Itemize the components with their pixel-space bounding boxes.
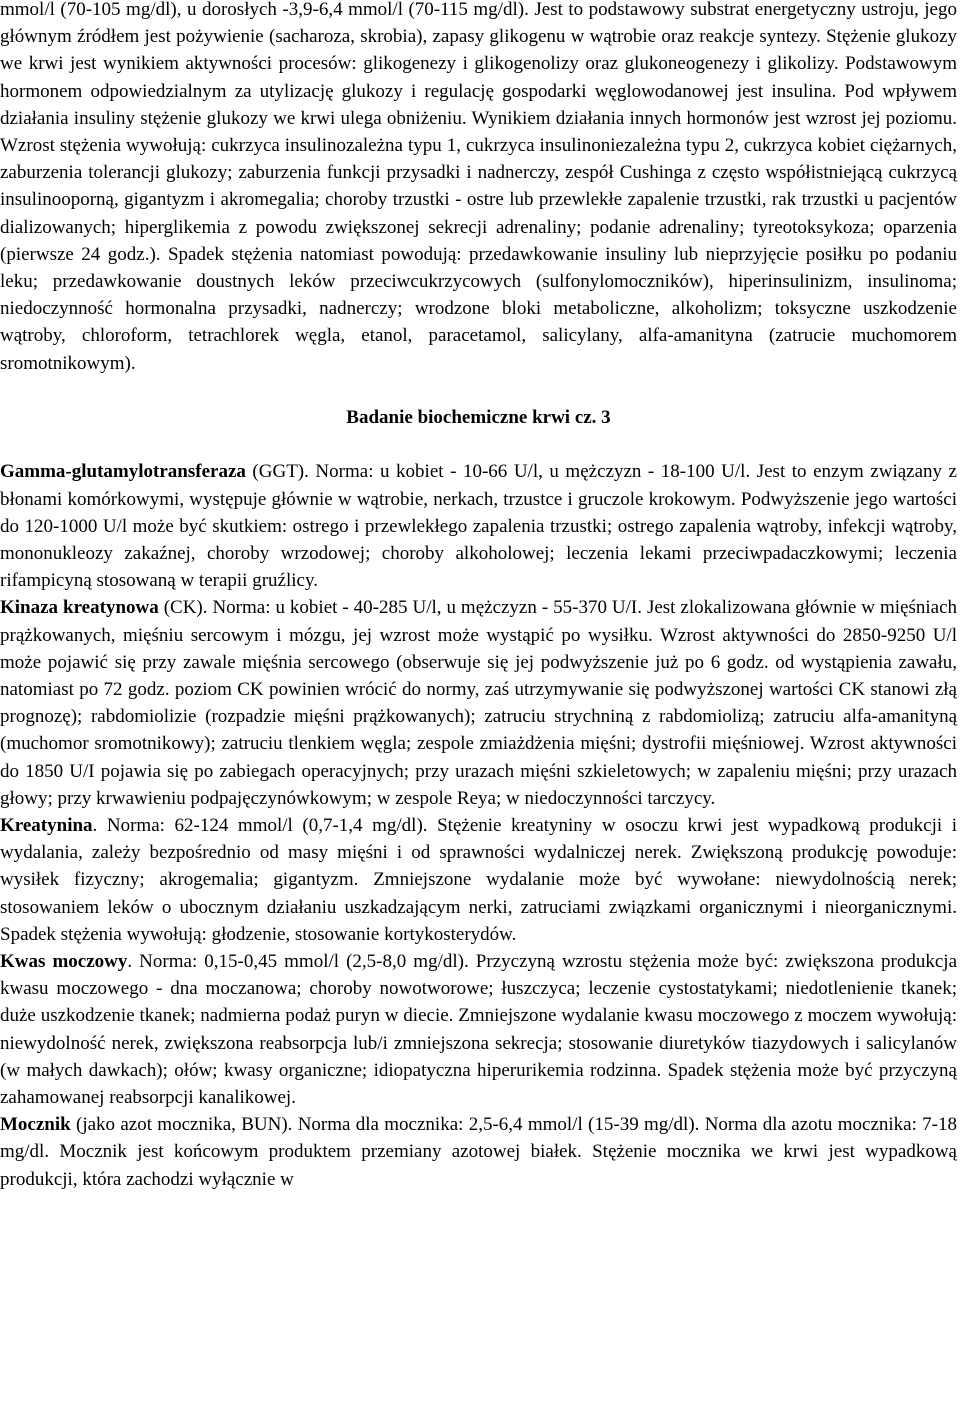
ck-term: Kinaza kreatynowa bbox=[0, 597, 159, 619]
creatinine-term: Kreatynina bbox=[0, 815, 93, 837]
urea-term: Mocznik bbox=[0, 1114, 71, 1136]
urea-text: (jako azot mocznika, BUN). Norma dla mocznika: 2,5-6,4 mmol/l (15-39 mg/dl). Norma dla azotu mocznika: 7-18 mg/dl. Mocznik jest końcowym produktem przemiany azotowej białek. Stężenie mocznika we krwi jest wypadkową produkcji, która zachodzi wyłącznie w bbox=[0, 1114, 957, 1190]
uric-acid-text: . Norma: 0,15-0,45 mmol/l (2,5-8,0 mg/dl). Przyczyną wzrostu stężenia może być: zwiększona produkcja kwasu moczowego - dna moczanowa; choroby nowotworowe; łuszczyca; leczenie cystostatykami; niedotlenienie tkanek; duże uszkodzenie tkanek; nadmierna podaż puryn w diecie. Zmniejszone wydalanie kwasu moczowego z moczem wywołują: niewydolność nerek, zwiększona reabsorpcja lub/i zmniejszona sekrecja; stosowanie diuretyków tiazydowych i salicylanów (w małych dawkach); ołów; kwasy organiczne; idiopatyczna hiperurikemia rodzinna. Spadek stężenia może być przyczyną zahamowanej reabsorpcji kanalikowej. bbox=[0, 951, 958, 1109]
creatinine-paragraph bbox=[0, 812, 957, 948]
ck-paragraph bbox=[0, 594, 957, 812]
section-heading: Badanie biochemiczne krwi cz. 3 bbox=[346, 407, 611, 429]
uric-acid-paragraph bbox=[0, 948, 957, 1111]
blank-line bbox=[0, 431, 957, 458]
glucose-paragraph-continuation: mmol/l (70-105 mg/dl), u dorosłych -3,9-6,4 mmol/l (70-115 mg/dl). Jest to podstawowy substrat energetyczny ustroju, jego głównym źródłem jest pożywienie (sacharoza, skrobia), zapasy glikogenu w wątrobie oraz reakcje syntezy. Stężenie glukozy we krwi jest wynikiem aktywności procesów: glikogenezy i glikogenolizy oraz glukoneogenezy i glikolizy. Podstawowym hormonem odpowiedzialnym za utylizację glukozy i regulację gospodarki węglowodanowej jest insulina. Pod wpływem działania insuliny stężenie glukozy we krwi ulega obniżeniu. Wynikiem działania innych hormonów jest wzrost jej poziomu. Wzrost stężenia wywołują: cukrzyca insulinozależna typu 1, cukrzyca insulinoniezależna typu 2, cukrzyca kobiet ciężarnych, zaburzenia tolerancji glukozy; zaburzenia funkcji przysadki i nadnerczy, zespół Cushinga z często współistniejącą cukrzycą insulinooporną, gigantyzm i akromegalia; choroby trzustki - ostre lub przewlekłe zapalenie trzustki, rak trzustki u pacjentów dializowanych; hiperglikemia z powodu zwiększonej sekrecji adrenaliny; podanie adrenaliny; tyreotoksykoza; oparzenia (pierwsze 24 godz.). Spadek stężenia natomiast powodują: przedawkowanie insuliny lub nieprzyjęcie posiłku po podaniu leku; przedawkowanie doustnych leków przeciwcukrzycowych (sulfonylomoczników), hiperinsulinizm, insulinoma; niedoczynność hormonalna przysadki, nadnerczy; wrodzone bloki metaboliczne, alkoholizm; toksyczne uszkodzenie wątroby, chloroform, tetrachlorek węgla, etanol, paracetamol, salicylany, alfa-amanityna (zatrucie muchomorem sromotnikowym). bbox=[0, 0, 957, 374]
ggt-paragraph bbox=[0, 458, 957, 594]
ggt-term: Gamma-glutamylotransferaza bbox=[0, 461, 246, 483]
blank-line bbox=[0, 377, 957, 404]
urea-paragraph bbox=[0, 1111, 957, 1193]
creatinine-text: . Norma: 62-124 mmol/l (0,7-1,4 mg/dl). Stężenie kreatyniny w osoczu krwi jest wypadkową produkcji i wydalania, zależy bezpośrednio od masy mięśni i od sprawności wydalniczej nerek. Zwiększoną produkcję powoduje: wysiłek fizyczny; akrogemalia; gigantyzm. Zmniejszone wydalanie może być wywołane: niewydolnością nerek; stosowaniem leków o ubocznym działaniu uszkadzającym nerki, zatruciami związkami organicznymi i nieorganicznymi. Spadek stężenia wywołują: głodzenie, stosowanie kortykosterydów. bbox=[0, 815, 957, 945]
ck-text: (CK). Norma: u kobiet - 40-285 U/l, u mężczyzn - 55-370 U/I. Jest zlokalizowana głównie w mięśniach prążkowanych, mięśniu sercowym i mózgu, jej wzrost może wystąpić po wysiłku. Wzrost aktywności do 2850-9250 U/l może pojawić się przy zawale mięśnia sercowego (obserwuje się jej podwyższenie już po 6 godz. od wystąpienia zawału, natomiast po 72 godz. poziom CK powinien wrócić do normy, zaś utrzymywanie się podwyższonej wartości CK stanowi złą prognozę); rabdomiolizie (rozpadzie mięśni prążkowanych); zatruciu strychniną z rabdomiolizą; zatruciu alfa-amanityną (muchomor sromotnikowy); zatruciu tlenkiem węgla; zespole zmiażdżenia mięśni; dystrofii mięśniowej. Wzrost aktywności do 1850 U/I pojawia się po zabiegach operacyjnych; przy urazach mięśni szkieletowych; w zapaleniu mięśni; przy urazach głowy; przy krwawieniu podpajęczynówkowym; w zespole Reya; w niedoczynności tarczycy. bbox=[0, 597, 958, 809]
ggt-text: (GGT). Norma: u kobiet - 10-66 U/l, u mężczyzn - 18-100 U/l. Jest to enzym związany z błonami komórkowymi, występuje głównie w wątrobie, nerkach, trzustce i gruczole krokowym. Podwyższenie jego wartości do 120-1000 U/l może być skutkiem: ostrego i przewlekłego zapalenia trzustki; ostrego zapalenia wątroby, infekcji wątroby, mononukleozy zakaźnej, choroby wrzodowej; choroby alkoholowej; leczenia lekami przeciwpadaczkowymi; leczenia rifampicyną stosowaną w terapii gruźlicy. bbox=[0, 461, 957, 592]
uric-acid-term: Kwas moczowy bbox=[0, 951, 128, 973]
